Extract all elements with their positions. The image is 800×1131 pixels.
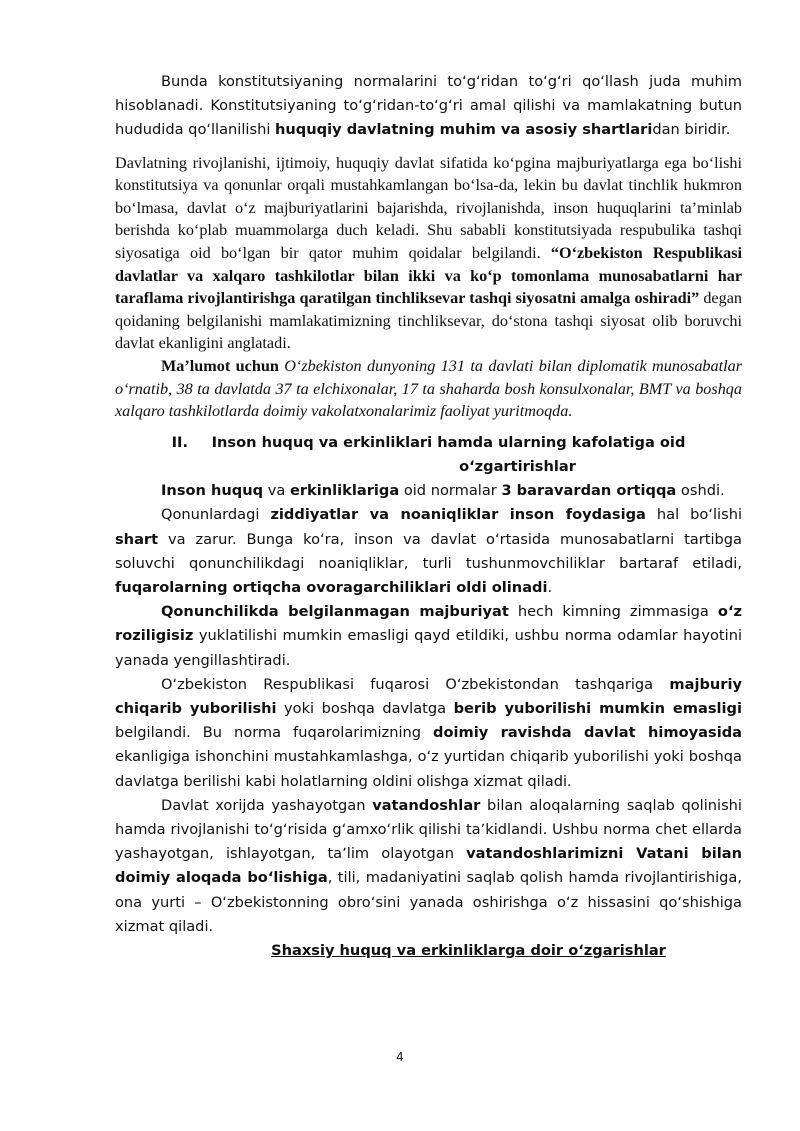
paragraph-3-info: Ma’lumot uchun O‘zbekiston dunyoning 131 ta davlati bilan diplomatik munosabatlar o‘rnatib, 38 ta davlatda 37 ta elchixonalar, 17 ta shaharda bosh konsulxonalar, BMT va boshqa xalqaro tashkilotlarda doimiy vakolatxonalarimiz faoliyat yuritmoqda. bbox=[115, 356, 743, 421]
paragraph-7: Oʻzbekiston Respublikasi fuqarosi Oʻzbekistondan tashqariga majburiy chiqarib yuborilishi yoki boshqa davlatga berib yuborilishi mumkin emasligi belgilandi. Bu norma fuqarolarimizning doimiy ravishda davlat himoyasida ekanligiga ishonchini mustahkamlashga, oʻz yurtidan chiqarib yuborilishi yoki boshqa davlatga berilishi kabi holatlarning oldini olishga xizmat qiladi. bbox=[115, 675, 742, 790]
section-number: II. bbox=[171, 433, 188, 451]
quoted-rule: “O‘zbekiston Respublikasi davlatlar va xalqaro tashkilotlar bilan ikki va ko‘p tomonlama munosabatlarni har taraflama rivojlantirishga qaratilgan tinchliksevar tashqi siyosatni amalga oshiradi” bbox=[115, 243, 742, 308]
info-label: Ma’lumot uchun bbox=[161, 356, 279, 375]
section-title-line1: Inson huquq va erkinliklari hamda ularning kafolatiga oid bbox=[211, 433, 686, 451]
paragraph-6: Qonunchilikda belgilanmagan majburiyat hech kimning zimmasiga oʻz roziligisiz yuklatilishi mumkin emasligi qayd etildiki, ushbu norma odamlar hayotini yanada yengillashtiradi. bbox=[115, 603, 742, 669]
page-number: 4 bbox=[396, 1050, 404, 1064]
emphasis: huquqiy davlatning muhim va asosiy shartlari bbox=[275, 121, 653, 139]
subheading: Shaxsiy huquq va erkinliklarga doir oʻzgarishlar bbox=[271, 942, 666, 959]
paragraph-4: Inson huquq va erkinliklariga oid normalar 3 baravardan ortiqqa oshdi. bbox=[161, 482, 725, 500]
paragraph-2: Davlatning rivojlanishi, ijtimoiy, huquqiy davlat sifatida ko‘pgina majburiyatlarga ega bo‘lishi konstitutsiya va qonunlar orqali mustahkamlangan bo‘lsa-da, lekin bu davlat tinchlik hukmron bo‘lmasa, davlat o‘z majburiyatlarini bajarishda, rivojlanishda, inson huquqlarini ta’minlab berishda ko‘plab muammolarga duch keladi. Shu sababli konstitutsiyada respubulika tashqi siyosatiga oid bo‘lgan bir qator muhim qoidalar belgilandi. “O‘zbekiston Respublikasi davlatlar va xalqaro tashkilotlar bilan ikki va ko‘p tomonlama munosabatlarni har taraflama rivojlantirishga qaratilgan tinchliksevar tashqi siyosatni amalga oshiradi” degan qoidaning belgilanishi mamlakatimizning tinchliksevar, do‘stona tashqi siyosat olib boruvchi davlat ekanligini anglatadi. bbox=[115, 153, 742, 353]
section-heading bbox=[115, 431, 742, 479]
paragraph-8: Davlat xorijda yashayotgan vatandoshlar bilan aloqalarning saqlab qolinishi hamda rivojlanishi toʻgʻrisida gʻamxoʻrlik qilishi taʼkidlandi. Ushbu norma chet ellarda yashayotgan, ishlayotgan, taʼlim olayotgan vatandoshlarimizni Vatani bilan doimiy aloqada boʻlishiga, tili, madaniyatini saqlab qolish hamda rivojlantirishiga, ona yurti – Oʻzbekistonning obroʻsini yanada oshirishga oʻz hissasini qoʻshishiga xizmat qiladi. bbox=[115, 796, 742, 935]
paragraph-1: Bunda konstitutsiyaning normalarini toʻgʻridan toʻgʻri qoʻllash juda muhim hisoblanadi. Konstitutsiyaning toʻgʻridan-toʻgʻri amal qilishi va mamlakatning butun hududida qoʻllanilishi huquqiy davlatning muhim va asosiy shartlaridan biridir. bbox=[115, 73, 742, 139]
document-page bbox=[115, 70, 742, 963]
paragraph-5: Qonunlardagi ziddiyatlar va noaniqliklar inson foydasiga hal boʻlishi shart va zarur. Bunga koʻra, inson va davlat oʻrtasida munosabatlarni tartibga soluvchi qonunchilikdagi noaniqliklar, turli tushunmovchiliklar bartaraf etiladi, fuqarolarning ortiqcha ovoragarchiliklari oldi olinadi. bbox=[115, 506, 742, 596]
section-title-line2: oʻzgartirishlar bbox=[459, 457, 576, 475]
